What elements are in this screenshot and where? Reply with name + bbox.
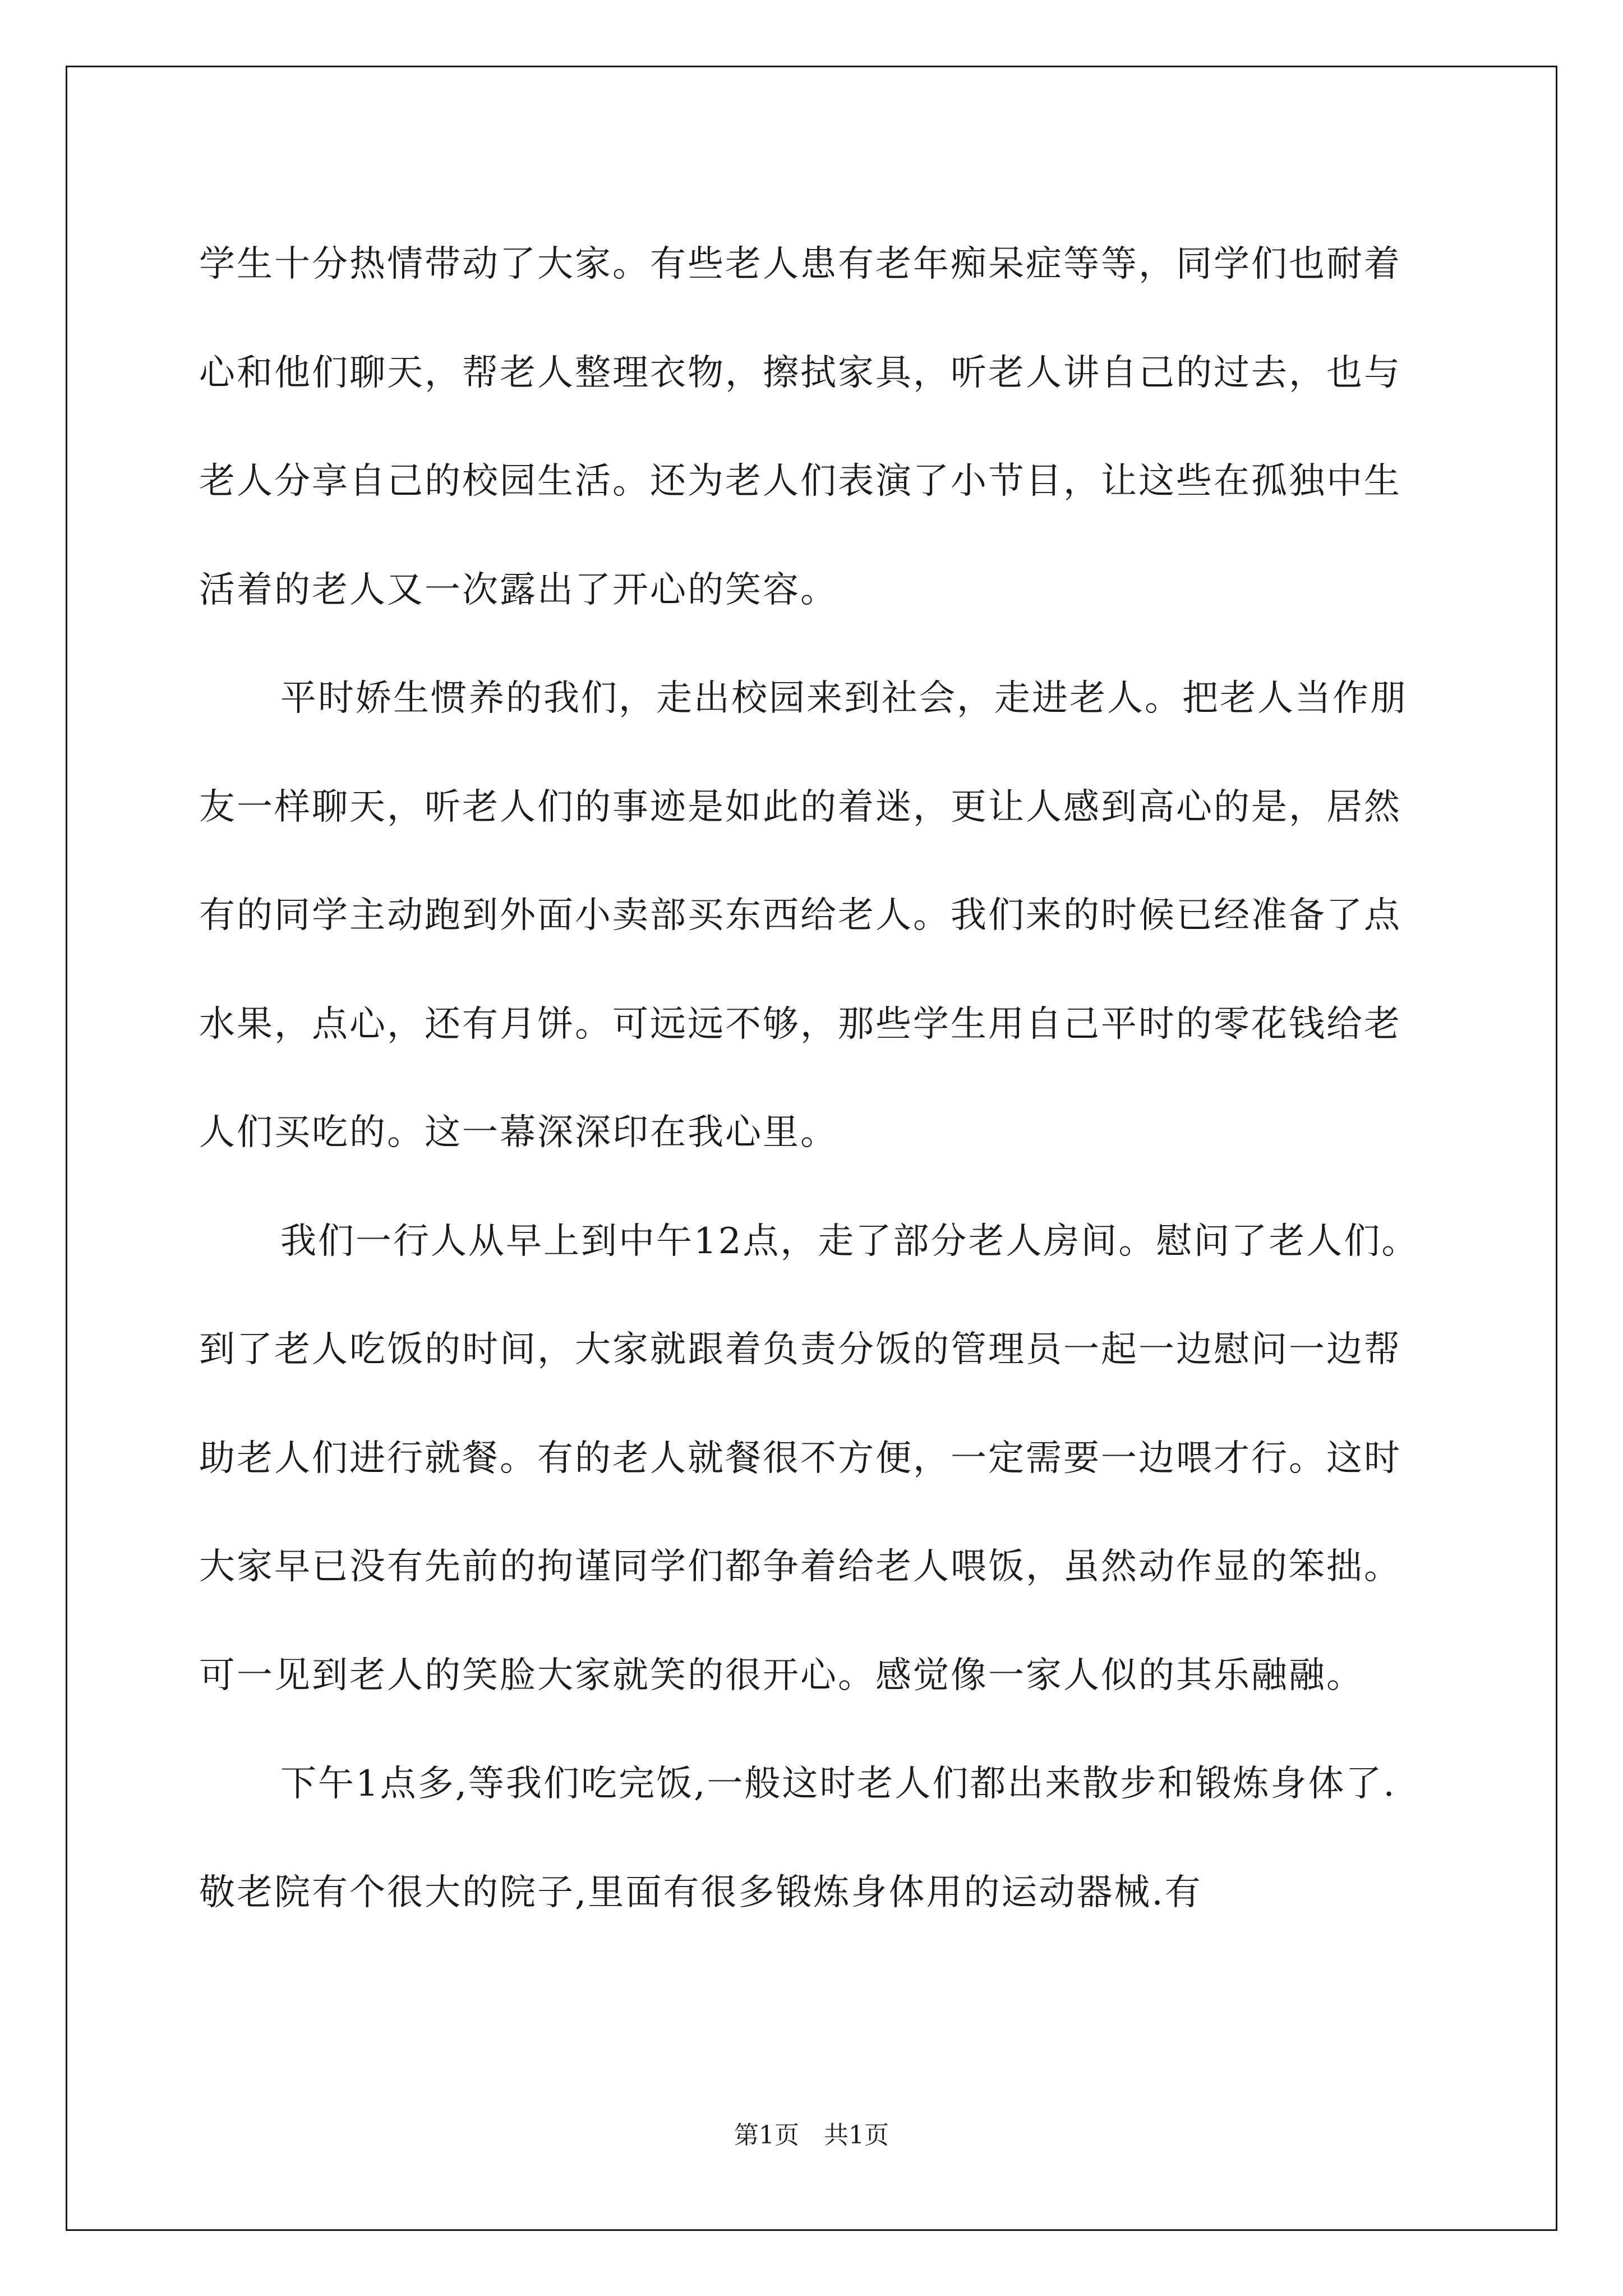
paragraph-3: 我们一行人从早上到中午12点，走了部分老人房间。慰问了老人们。到了老人吃饭的时间，大家就跟着负责分饭的管理员一起一边慰问一边帮助老人们进行就餐。有的老人就餐很不方便，一定需要一边喂才行。这时大家早已没有先前的拘谨同学们都争着给老人喂饭，虽然动作显的笨拙。可一见到老人的笑脸大家就笑的很开心。感觉像一家人似的其乐融融。: [199, 1220, 1419, 1696]
paragraph-2: 平时娇生惯养的我们，走出校园来到社会，走进老人。把老人当作朋友一样聊天，听老人们的事迹是如此的着迷，更让人感到高心的是，居然有的同学主动跑到外面小卖部买东西给老人。我们来的时候已经准备了点水果，点心，还有月饼。可远远不够，那些学生用自己平时的零花钱给老人们买吃的。这一幕深深印在我心里。: [199, 678, 1408, 1153]
page-number: 第1页 共1页: [734, 2121, 889, 2150]
paragraph-1: 学生十分热情带动了大家。有些老人患有老年痴呆症等等，同学们也耐着心和他们聊天，帮老人整理衣物，擦拭家具，听老人讲自己的过去，也与老人分享自己的校园生活。还为老人们表演了小节目，让这些在孤独中生活着的老人又一次露出了开心的笑容。: [199, 243, 1401, 611]
paragraph-4: 下午1点多,等我们吃完饭,一般这时老人们都出来散步和锻炼身体了.敬老院有个很大的院子,里面有很多锻炼身体用的运动器械.有: [199, 1763, 1396, 1913]
document-body: [199, 210, 1433, 1947]
